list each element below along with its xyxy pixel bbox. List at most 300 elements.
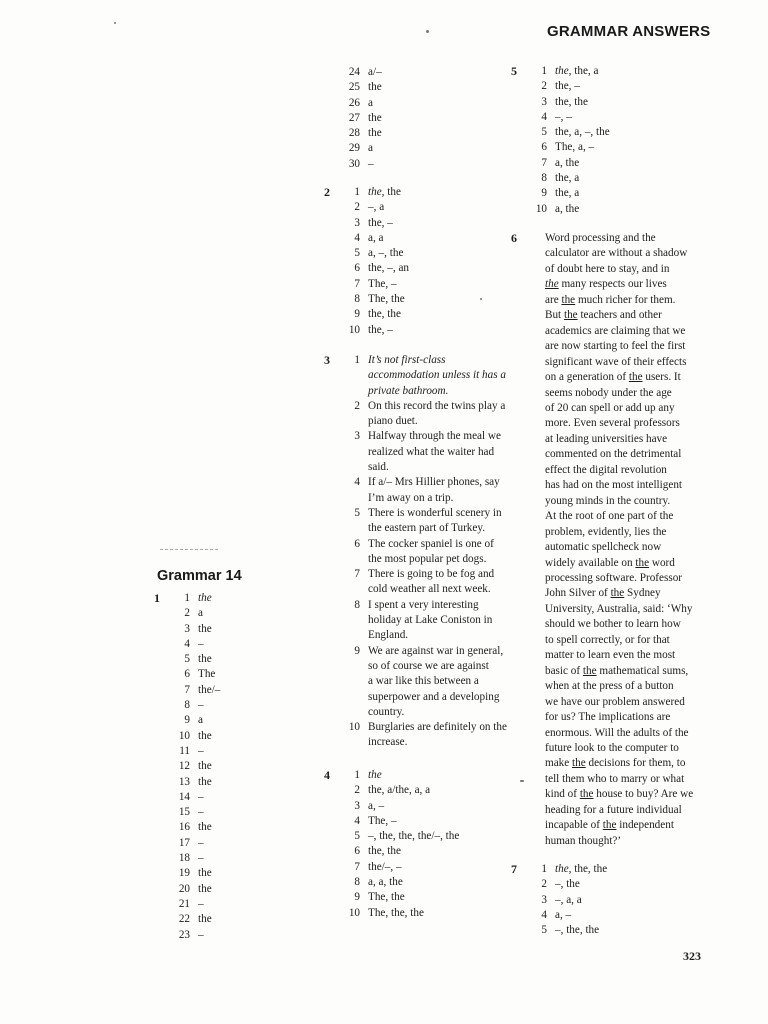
answer-text: the, – [555, 80, 580, 93]
answer-item [340, 906, 510, 921]
answer-number: 25 [348, 81, 360, 94]
answer-number: 13 [178, 775, 190, 788]
answer-item [340, 185, 510, 200]
answer-text: the [198, 913, 212, 926]
answer-item [340, 126, 500, 141]
answer-item [527, 95, 697, 110]
answer-line: If a/– Mrs Hillier phones, say [368, 476, 500, 489]
answer-item [527, 893, 697, 908]
paragraph-line: kind of the house to buy? Are we [545, 788, 694, 801]
answer-item [170, 698, 320, 713]
answer-text [368, 537, 525, 568]
answer-number: 29 [348, 142, 360, 155]
answer-text: the [368, 127, 382, 140]
answer-item [170, 713, 320, 728]
answer-text: a [198, 607, 203, 620]
paragraph-line: make the decisions for them, to [545, 757, 686, 770]
paragraph-line: of 20 can spell or add up any [545, 401, 675, 414]
answer-text: a, –, the [368, 247, 404, 260]
answer-item [170, 775, 320, 790]
scan-mark [520, 780, 524, 782]
exercise-7-label: 7 [511, 862, 517, 876]
paragraph-line: should we bother to learn how [545, 618, 681, 631]
answer-text [368, 567, 525, 598]
answer-line: I’m away on a trip. [368, 491, 454, 504]
answer-text: the, a, –, the [555, 126, 610, 139]
scan-mark [160, 549, 218, 550]
answer-number: 1 [541, 65, 547, 77]
answer-item [170, 790, 320, 805]
answer-item [527, 79, 697, 94]
answer-item [527, 171, 697, 186]
answer-item [340, 111, 500, 126]
answer-text: the [198, 882, 212, 895]
answer-item [340, 216, 510, 231]
answer-number: 7 [184, 683, 190, 696]
answer-text: the [368, 81, 382, 94]
answer-number: 12 [178, 760, 190, 773]
answer-number: 5 [184, 653, 190, 666]
answer-number: 14 [178, 790, 190, 803]
answer-number: 17 [178, 836, 190, 849]
answer-item [527, 110, 697, 125]
answer-text: the [198, 653, 212, 666]
paragraph-line: enormous. Will the adults of the [545, 726, 689, 739]
answer-number: 8 [354, 598, 360, 611]
answer-item [340, 844, 510, 859]
answer-number: 8 [184, 699, 190, 712]
answer-text: a, a, the [368, 876, 403, 889]
answer-item [340, 768, 510, 783]
answer-item [170, 667, 320, 682]
answer-item [340, 720, 525, 751]
answer-text [368, 399, 525, 430]
answer-number: 9 [354, 308, 360, 321]
answer-text: the, – [368, 323, 393, 336]
answer-item [340, 399, 525, 430]
answer-number: 27 [348, 111, 360, 124]
answer-text: –, a [368, 201, 385, 214]
answer-item [340, 799, 510, 814]
answer-number: 20 [178, 882, 190, 895]
answer-number: 2 [354, 399, 360, 412]
answer-number: 1 [541, 863, 547, 875]
answer-number: 16 [178, 821, 190, 834]
answer-item [340, 277, 510, 292]
answer-line: Burglaries are definitely on the [368, 721, 507, 734]
paragraph-line: Word processing and the [545, 232, 656, 244]
answer-number: 28 [348, 127, 360, 140]
answer-line: a war like this between a [368, 675, 479, 688]
answer-item [340, 323, 510, 338]
answer-item [170, 606, 320, 621]
paragraph-line: But the teachers and other [545, 309, 662, 322]
answer-text: The, a, – [555, 141, 595, 154]
answer-text: the/– [198, 683, 221, 696]
paragraph-line: commented on the detrimental [545, 448, 682, 461]
answer-text [368, 506, 525, 537]
paragraph-line: calculator are without a shadow [545, 247, 688, 260]
answer-number: 1 [184, 592, 190, 604]
paragraph-line: incapable of the independent [545, 819, 674, 832]
section-heading: Grammar 14 [157, 568, 242, 584]
answer-number: 4 [541, 110, 547, 123]
answer-line: England. [368, 629, 409, 642]
answer-item [170, 912, 320, 927]
answer-number: 9 [354, 644, 360, 657]
answer-line: the eastern part of Turkey. [368, 522, 486, 535]
answer-text [368, 720, 525, 751]
exercise-5-label: 5 [511, 64, 517, 78]
answer-item [170, 637, 320, 652]
answer-text: the, a [555, 172, 580, 185]
answer-item [170, 622, 320, 637]
answer-number: 6 [354, 845, 360, 858]
answer-number: 9 [184, 714, 190, 727]
answer-item [340, 783, 510, 798]
paragraph-line: at leading universities have [545, 432, 668, 445]
answer-item [340, 829, 510, 844]
answer-line: realized what the waiter had [368, 445, 495, 458]
exercise-3-label: 3 [324, 353, 330, 367]
paragraph-line: matter to learn even the most [545, 649, 676, 662]
answer-text: – [198, 744, 204, 757]
paragraph-line: problem, evidently, lies the [545, 525, 667, 538]
answer-text: the, the [368, 186, 401, 198]
answer-text: the, the [368, 308, 401, 321]
paragraph-line: when at the press of a button [545, 680, 674, 693]
paragraph-line: future look to the computer to [545, 741, 679, 754]
answer-item [340, 200, 510, 215]
answer-number: 4 [184, 637, 190, 650]
answer-item [170, 729, 320, 744]
answer-item [527, 140, 697, 155]
answer-item [340, 353, 525, 399]
answer-item [527, 202, 697, 217]
answer-text: the [198, 775, 212, 788]
paragraph-line: the many respects our lives [545, 278, 667, 291]
answer-text: The, – [368, 814, 397, 827]
answer-text: –, a, a [555, 893, 582, 906]
answer-text: – [198, 806, 204, 819]
paragraph-line: we have our problem answered [545, 695, 685, 708]
answer-text [368, 353, 525, 399]
answer-number: 1 [354, 354, 360, 366]
answer-text: the [368, 111, 382, 124]
answer-line: piano duet. [368, 415, 418, 428]
answer-number: 10 [348, 721, 360, 734]
paragraph-line: are the much richer for them. [545, 293, 676, 306]
answer-number: 30 [348, 157, 360, 170]
answer-item [170, 897, 320, 912]
paragraph-line: has had on the most intelligent [545, 479, 683, 492]
answer-text: a/– [368, 66, 382, 78]
paragraph-line: academics are claiming that we [545, 324, 686, 337]
answer-item [527, 156, 697, 171]
answer-text: the [368, 769, 382, 781]
answer-number: 7 [354, 568, 360, 581]
answer-number: 10 [348, 906, 360, 919]
paragraph-line: heading for a future individual [545, 803, 682, 816]
answer-number: 10 [535, 202, 547, 215]
answer-item [527, 125, 697, 140]
answer-number: 3 [541, 95, 547, 108]
answer-item [527, 923, 697, 938]
answer-text: –, the, the, the/–, the [368, 830, 460, 843]
answer-item [340, 80, 500, 95]
answer-number: 9 [541, 187, 547, 200]
answer-text: the, – [368, 216, 393, 229]
answer-item [340, 537, 525, 568]
answer-item [340, 307, 510, 322]
answer-text [368, 598, 525, 644]
answer-text: – [198, 637, 204, 650]
answer-text: a [198, 714, 203, 727]
exercise-1 [154, 591, 320, 943]
answer-item [170, 820, 320, 835]
answer-text: the [198, 622, 212, 635]
scan-mark [114, 22, 116, 24]
answer-text: The, the, the [368, 906, 424, 919]
answer-number: 18 [178, 852, 190, 865]
answer-line: country. [368, 705, 405, 718]
answer-number: 2 [354, 784, 360, 797]
answer-number: 6 [184, 668, 190, 681]
answer-text: – [198, 897, 204, 910]
answer-item [340, 231, 510, 246]
exercise-1-label: 1 [154, 591, 160, 605]
answer-line: I spent a very interesting [368, 598, 479, 611]
answer-number: 7 [354, 860, 360, 873]
paragraph-line: John Silver of the Sydney [545, 587, 661, 600]
answer-text: the [198, 867, 212, 880]
answer-item [340, 157, 500, 172]
answer-text: – [198, 928, 204, 941]
answer-number: 7 [541, 156, 547, 169]
answer-text: a, the [555, 202, 580, 215]
answer-number: 15 [178, 806, 190, 819]
answer-text: a [368, 142, 373, 155]
answer-text: a, the [555, 156, 580, 169]
exercise-4 [324, 768, 510, 921]
answer-line: the most popular pet dogs. [368, 552, 487, 565]
answer-text: –, – [555, 110, 572, 123]
answer-item [340, 65, 500, 80]
answer-text: – [198, 852, 204, 865]
answer-number: 5 [541, 126, 547, 139]
answer-number: 19 [178, 867, 190, 880]
answer-number: 5 [541, 924, 547, 937]
answer-text: a, a [368, 231, 384, 244]
answer-number: 6 [541, 141, 547, 154]
answer-number: 24 [348, 66, 360, 78]
answer-text: – [368, 157, 374, 170]
answer-item [340, 141, 500, 156]
answer-item [340, 506, 525, 537]
answer-item [340, 567, 525, 598]
answer-number: 4 [354, 231, 360, 244]
answer-line: There is wonderful scenery in [368, 506, 502, 519]
answer-text: the, a [555, 187, 580, 200]
answer-line: cold weather all next week. [368, 583, 491, 596]
answer-text: the [198, 760, 212, 773]
answer-item [340, 429, 525, 475]
answer-text: the, a/the, a, a [368, 784, 431, 797]
answer-item [340, 261, 510, 276]
paragraph-line: At the root of one part of the [545, 510, 674, 523]
answer-item [170, 683, 320, 698]
answer-number: 11 [179, 744, 190, 757]
answer-number: 3 [184, 622, 190, 635]
answer-text: a, – [555, 908, 572, 921]
answer-number: 8 [354, 293, 360, 306]
answer-text: The, – [368, 277, 397, 290]
answer-text: the [198, 821, 212, 834]
paragraph-line: more. Even several professors [545, 417, 680, 430]
answer-line: private bathroom. [368, 384, 449, 397]
answer-number: 8 [354, 876, 360, 889]
answer-text: a [368, 96, 373, 109]
answer-text [368, 475, 525, 506]
answer-text: The [198, 668, 216, 681]
exercise-2 [324, 185, 510, 338]
answer-line: said. [368, 461, 389, 474]
answer-item [340, 860, 510, 875]
answer-text: – [198, 699, 204, 712]
answer-item [527, 908, 697, 923]
paragraph-line: on a generation of the users. It [545, 371, 681, 384]
answer-number: 4 [354, 476, 360, 489]
answer-number: 2 [541, 878, 547, 891]
answer-item [170, 744, 320, 759]
answer-text: the/–, – [368, 860, 402, 873]
answer-item [340, 875, 510, 890]
answer-line: accommodation unless it has a [368, 369, 506, 382]
answer-line: Halfway through the meal we [368, 430, 501, 443]
exercise-6-paragraph [545, 231, 735, 849]
answer-text: The, the [368, 293, 405, 306]
answer-number: 2 [354, 201, 360, 214]
paragraph-line: automatic spellcheck now [545, 541, 662, 554]
answer-item [170, 591, 320, 606]
paragraph-line: University, Australia, said: ‘Why [545, 602, 693, 615]
answer-number: 2 [184, 607, 190, 620]
answer-line: We are against war in general, [368, 644, 504, 657]
answer-number: 3 [354, 216, 360, 229]
answer-item [170, 866, 320, 881]
answer-line: It’s not first-class [368, 354, 446, 366]
answer-number: 5 [354, 506, 360, 519]
answer-item [340, 96, 500, 111]
answer-text: – [198, 790, 204, 803]
paragraph-line: seems nobody under the age [545, 386, 672, 399]
answer-number: 2 [541, 80, 547, 93]
exercise-3 [324, 353, 525, 751]
answer-number: 6 [354, 537, 360, 550]
exercise-5 [511, 64, 697, 217]
answer-text: the, the, a [555, 65, 599, 77]
answer-line: The cocker spaniel is one of [368, 537, 494, 550]
answer-item [527, 64, 697, 79]
answer-item [340, 292, 510, 307]
answer-number: 3 [354, 799, 360, 812]
answer-text: –, the, the [555, 924, 600, 937]
answer-item [170, 836, 320, 851]
answer-line: holiday at Lake Coniston in [368, 614, 493, 627]
answer-text: the, the [555, 95, 588, 108]
answer-item [170, 759, 320, 774]
answer-item [527, 862, 697, 877]
paragraph-line: of doubt here to stay, and in [545, 262, 670, 275]
answer-number: 9 [354, 891, 360, 904]
answer-item [170, 805, 320, 820]
answer-number: 1 [354, 769, 360, 781]
answer-line: increase. [368, 736, 408, 749]
answer-item [340, 246, 510, 261]
exercise-4-label: 4 [324, 768, 330, 782]
paragraph-line: for us? The implications are [545, 711, 671, 724]
exercise-2-label: 2 [324, 185, 330, 199]
paragraph-line: are now starting to feel the first [545, 340, 686, 353]
answer-text [368, 429, 525, 475]
answer-number: 4 [541, 908, 547, 921]
answer-line: There is going to be fog and [368, 568, 495, 581]
exercise-7 [511, 862, 697, 938]
answer-text: the, the [368, 845, 401, 858]
page-header-title: GRAMMAR ANSWERS [547, 23, 711, 40]
answer-number: 26 [348, 96, 360, 109]
answer-item [527, 877, 697, 892]
answer-item [340, 890, 510, 905]
answer-item [340, 814, 510, 829]
exercise-1-continued [340, 65, 500, 172]
answer-text: the, the, the [555, 863, 608, 875]
answer-item [170, 928, 320, 943]
answer-line: On this record the twins play a [368, 399, 506, 412]
scan-mark [480, 298, 482, 300]
answer-number: 6 [354, 262, 360, 275]
paragraph-line: processing software. Professor [545, 571, 683, 584]
answer-line: so of course we are against [368, 659, 489, 672]
answer-text: – [198, 836, 204, 849]
answer-number: 23 [178, 928, 190, 941]
paragraph-line: effect the digital revolution [545, 463, 667, 476]
answer-item [170, 851, 320, 866]
answer-item [340, 598, 525, 644]
paragraph-line: significant wave of their effects [545, 355, 687, 368]
paragraph-line: human thought?’ [545, 834, 622, 847]
answer-item [340, 644, 525, 720]
answer-number: 21 [178, 897, 190, 910]
exercise-6-label: 6 [511, 231, 517, 245]
answer-number: 3 [541, 893, 547, 906]
scan-mark [426, 30, 429, 33]
answer-item [340, 475, 525, 506]
paragraph-line: tell them who to marry or what [545, 772, 685, 785]
paragraph-line: to spell correctly, or for that [545, 633, 670, 646]
answer-line: superpower and a developing [368, 690, 500, 703]
answer-text: the [198, 592, 212, 604]
answer-number: 3 [354, 430, 360, 443]
answer-item [170, 882, 320, 897]
answer-number: 22 [178, 913, 190, 926]
answer-number: 10 [348, 323, 360, 336]
answer-text: the [198, 729, 212, 742]
paragraph-line: young minds in the country. [545, 494, 671, 507]
answer-number: 7 [354, 277, 360, 290]
answer-number: 4 [354, 814, 360, 827]
paragraph-line: widely available on the word [545, 556, 675, 569]
